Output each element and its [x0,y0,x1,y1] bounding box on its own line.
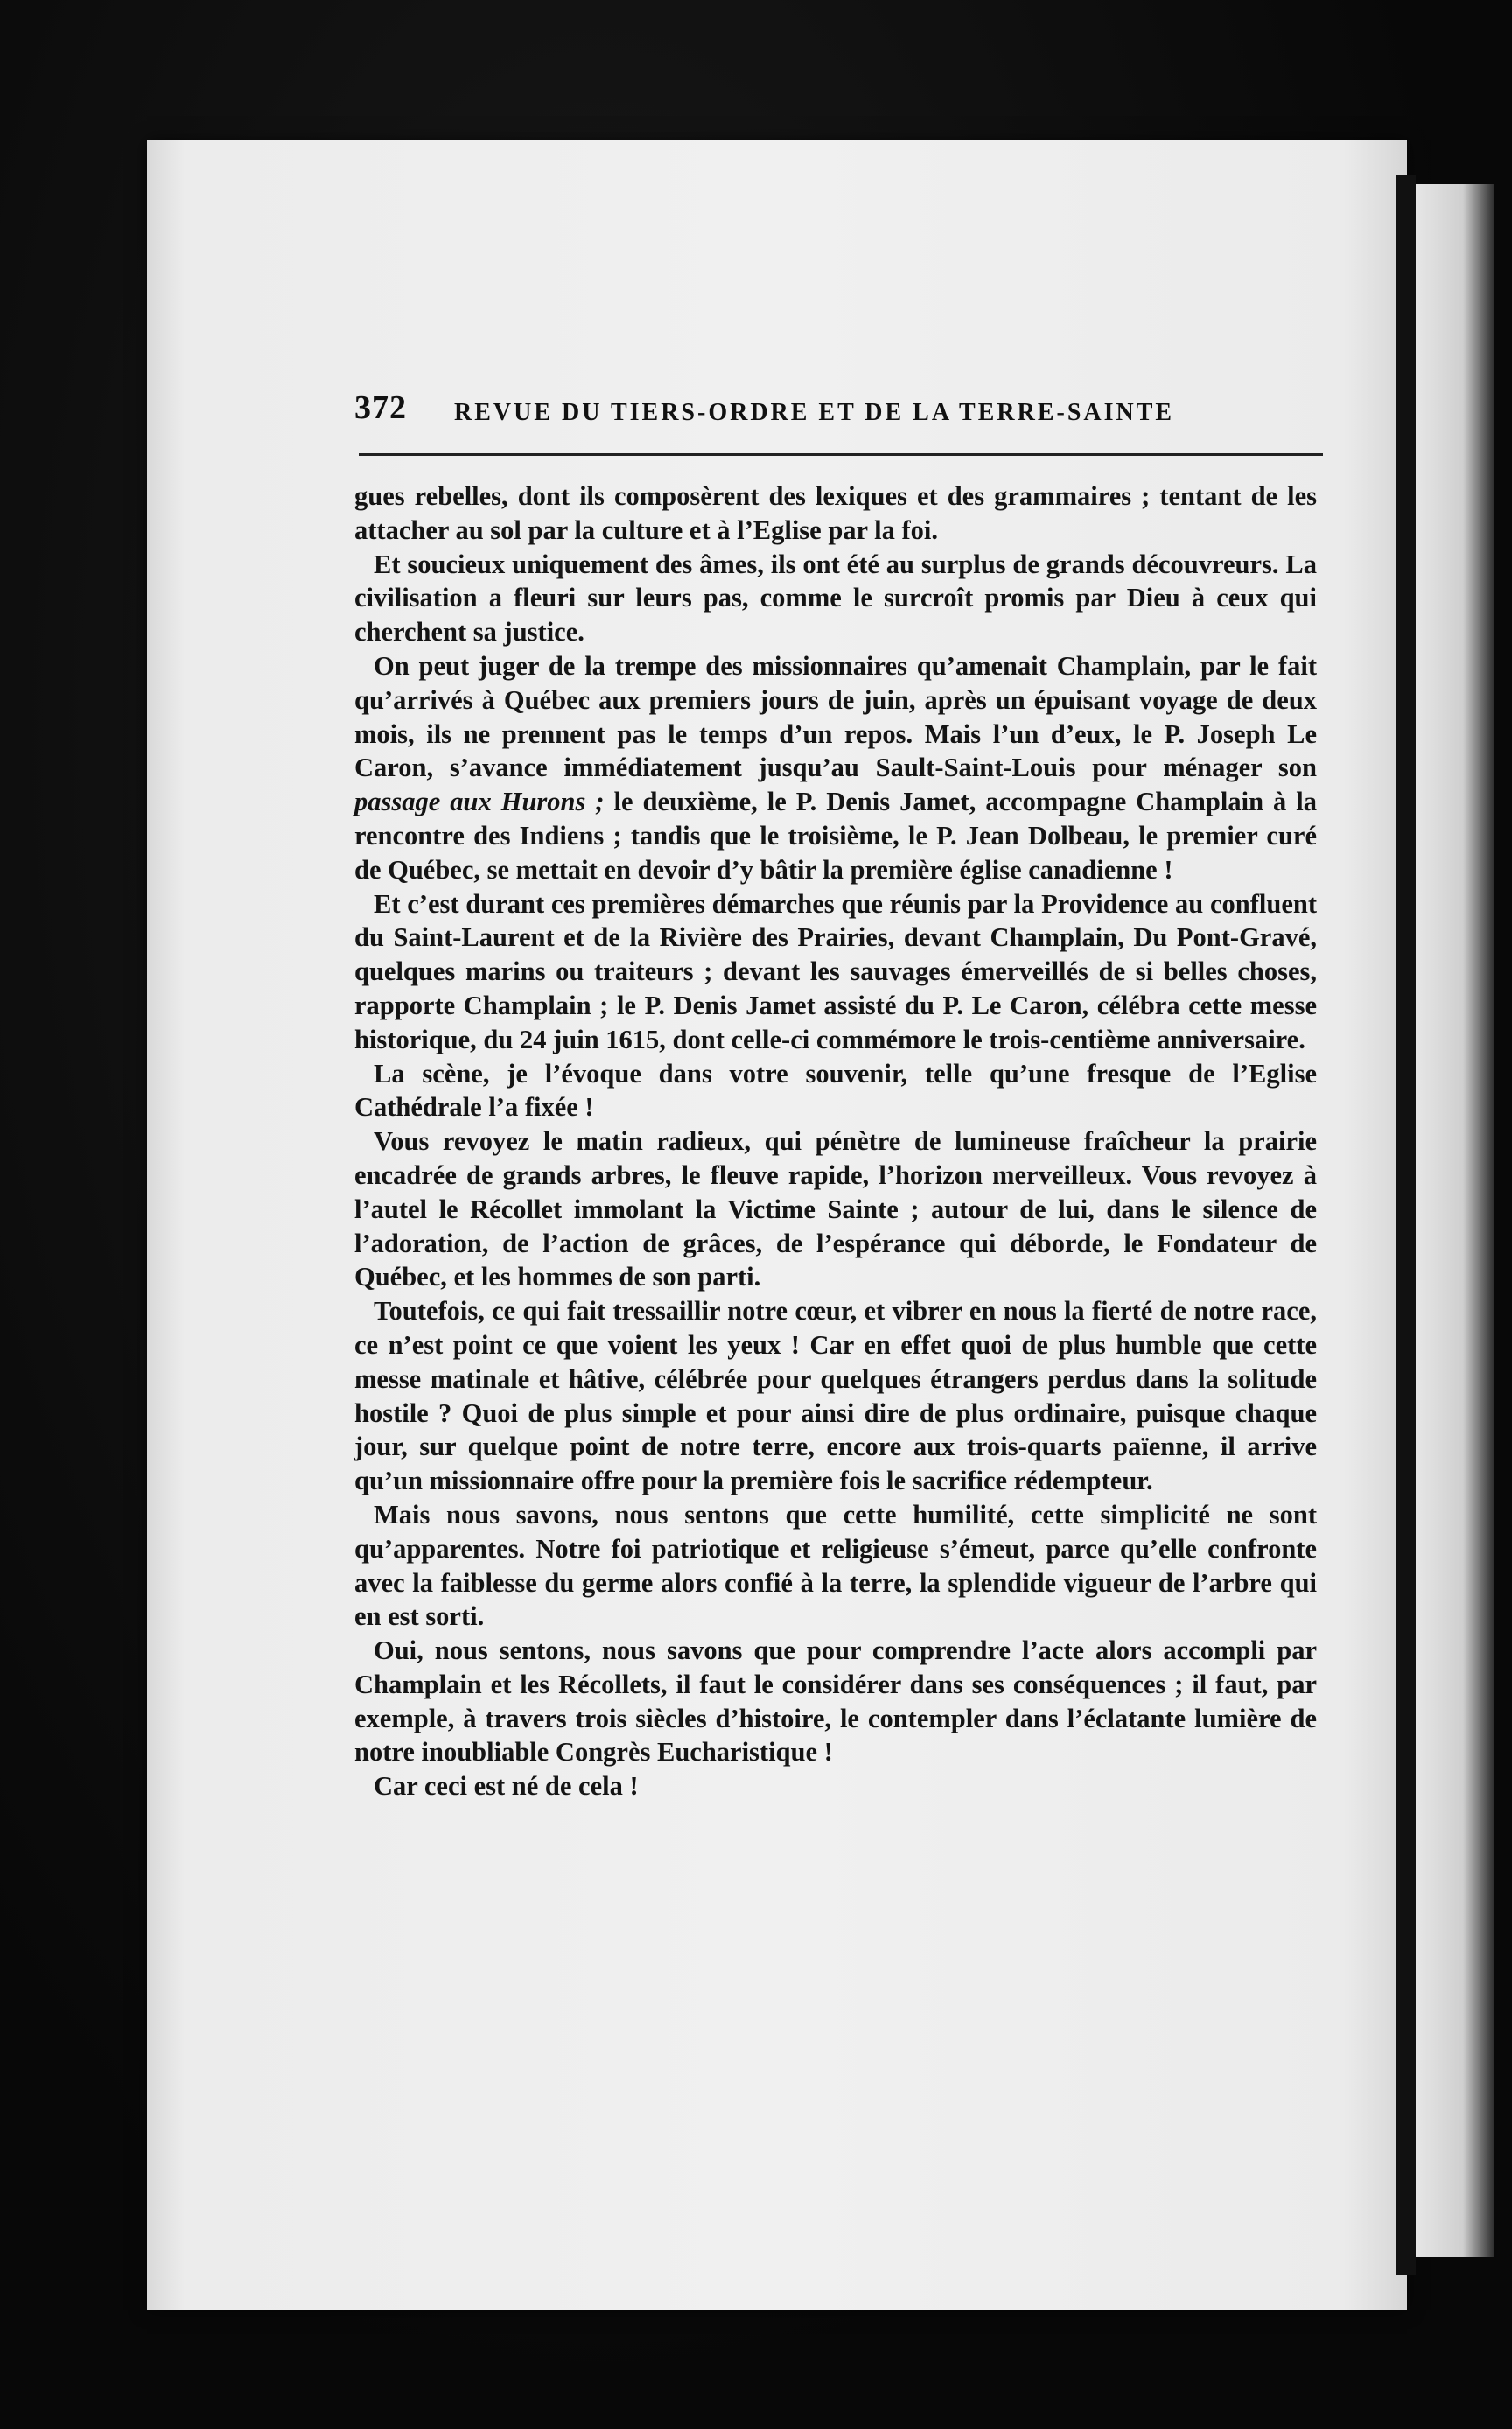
italic-phrase: passage aux Hurons ; [354,787,605,817]
paragraph-text: On peut juger de la trempe des missionnaires qu’amenait Champlain, par le fait qu’arrivés à Québec aux premiers jours de juin, après un épuisant voyage de deux mois, ils ne prennent pas le temps d’un repos. Mais l’un d’eux, le P. Joseph Le Caron, s’avance immédiatement jusqu’au Sault-Saint-Louis pour ménager son [354,650,1317,783]
page-header [354,374,1326,427]
paragraph: Oui, nous sentons, nous savons que pour comprendre l’acte alors accompli par Champlain et les Récollets, il faut le considérer dans ses conséquences ; il faut, par exemple, à travers trois siècles d’histoire, le contempler dans l’éclatante lumière de notre inoubliable Congrès Eucharistique ! [354,1635,1317,1768]
paragraph: Et soucieux uniquement des âmes, ils ont été au surplus de grands découvreurs. La civilisation a fleuri sur leurs pas, comme le surcroît promis par Dieu à ceux qui cherchent sa justice. [354,549,1317,648]
header-rule [359,453,1323,456]
running-title: REVUE DU TIERS-ORDRE ET DE LA TERRE-SAINTE [454,399,1175,426]
paragraph: gues rebelles, dont ils composèrent des lexiques et des grammaires ; tentant de les attacher au sol par la culture et à l’Eglise par la foi. [354,481,1317,545]
paragraph: La scène, je l’évoque dans votre souvenir, telle qu’une fresque de l’Eglise Cathédrale l’a fixée ! [354,1058,1317,1123]
paragraph-text: le deuxième, le P. Denis Jamet, accompagne Champlain à la rencontre des Indiens ; tandis que le troisième, le P. Jean Dolbeau, le premier curé de Québec, se mettait en devoir d’y bâtir la première église canadienne ! [354,787,1317,885]
page-number: 372 [354,389,407,426]
next-page-edge [1416,184,1494,2258]
paragraph: Mais nous savons, nous sentons que cette humilité, cette simplicité ne sont qu’apparentes. Notre foi patriotique et religieuse s’émeut, parce qu’elle confronte avec la faiblesse du germe alors confié à la terre, la splendide vigueur de l’arbre qui en est sorti. [354,1499,1317,1632]
paragraph: Car ceci est né de cela ! [374,1771,639,1802]
paragraph: Vous revoyez le matin radieux, qui pénètre de lumineuse fraîcheur la prairie encadrée de grands arbres, le fleuve rapide, l’horizon merveilleux. Vous revoyez à l’autel le Récollet immolant la Victime Sainte ; autour de lui, dans le silence de l’adoration, de l’action de grâces, de l’espérance qui déborde, le Fondateur de Québec, et les hommes de son parti. [354,1126,1317,1292]
paragraph: Toutefois, ce qui fait tressaillir notre cœur, et vibrer en nous la fierté de notre race, ce n’est point ce que voient les yeux ! Car en effet quoi de plus humble que cette messe matinale et hâtive, célébrée pour quelques étrangers perdus dans la solitude hostile ? Quoi de plus simple et pour ainsi dire de plus ordinaire, puisque chaque jour, sur quelque point de notre terre, encore aux trois-quarts païenne, il arrive qu’un missionnaire offre pour la première fois le sacrifice rédempteur. [354,1296,1317,1496]
paragraph [354,649,1317,887]
article-body [354,480,1317,1803]
page-gutter [1396,175,1416,2275]
paragraph: Et c’est durant ces premières démarches que réunis par la Providence au confluent du Saint-Laurent et de la Rivière des Prairies, devant Champlain, Du Pont-Gravé, quelques marins ou traiteurs ; devant les sauvages émerveillés de si belles choses, rapporte Champlain ; le P. Denis Jamet assisté du P. Le Caron, célébra cette messe historique, du 24 juin 1615, dont celle-ci commémore le trois-centième anniversaire. [354,888,1317,1054]
